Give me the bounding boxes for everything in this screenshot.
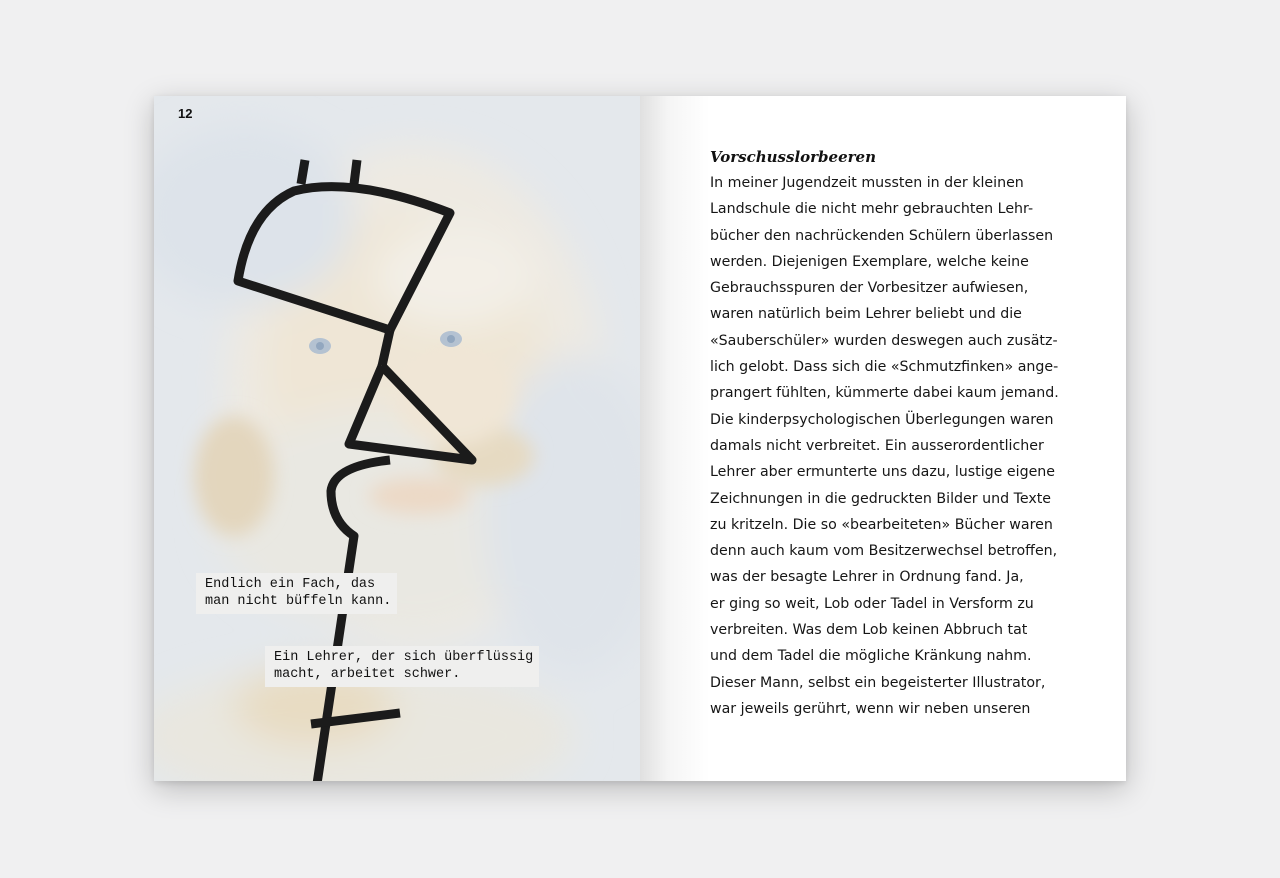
text-line: verbreiten. Was dem Lob keinen Abbruch tat — [710, 622, 1028, 639]
book-spread — [154, 96, 1126, 781]
right-page — [640, 96, 1126, 781]
text-line: damals nicht verbreitet. Ein ausserordentlicher — [710, 437, 1044, 454]
essay-body — [710, 170, 1090, 722]
text-line: «Sauberschüler» wurden deswegen auch zusätz- — [710, 332, 1058, 349]
caption-box — [196, 573, 397, 614]
text-line: Lehrer aber ermunterte uns dazu, lustige eigene — [710, 464, 1056, 481]
page-number: 12 — [178, 106, 193, 121]
text-line: prangert fühlten, kümmerte dabei kaum jemand. — [710, 385, 1059, 402]
caption-line: Endlich ein Fach, das — [205, 577, 376, 592]
text-line: Die kinderpsychologischen Überlegungen waren — [710, 411, 1054, 428]
left-page — [154, 96, 640, 781]
text-line: Dieser Mann, selbst ein begeisterter Illustrator, — [710, 674, 1046, 691]
text-line: waren natürlich beim Lehrer beliebt und die — [710, 306, 1022, 323]
caption-line: macht, arbeitet schwer. — [274, 667, 461, 682]
text-line: er ging so weit, Lob oder Tadel in Versform zu — [710, 595, 1034, 612]
text-line: zu kritzeln. Die so «bearbeiteten» Bücher waren — [710, 516, 1053, 533]
text-line: bücher den nachrückenden Schülern überlassen — [710, 227, 1054, 244]
text-line: war jeweils gerührt, wenn wir neben unseren — [710, 700, 1031, 717]
text-line: Landschule die nicht mehr gebrauchten Lehr- — [710, 201, 1034, 218]
caption-line: Ein Lehrer, der sich überflüssig — [274, 650, 534, 665]
caption-box — [265, 646, 539, 687]
text-line: und dem Tadel die mögliche Kränkung nahm. — [710, 648, 1032, 665]
text-line: Gebrauchsspuren der Vorbesitzer aufwiesen, — [710, 280, 1029, 297]
gutter-shadow — [640, 96, 710, 781]
essay-title: Vorschusslorbeeren — [710, 148, 876, 166]
text-line: lich gelobt. Dass sich die «Schmutzfinken» ange- — [710, 359, 1059, 376]
essay — [710, 146, 1090, 722]
text-line: denn auch kaum vom Besitzerwechsel betroffen, — [710, 543, 1058, 560]
text-line: In meiner Jugendzeit mussten in der kleinen — [710, 175, 1024, 191]
text-line: Zeichnungen in die gedruckten Bilder und Texte — [710, 490, 1052, 507]
text-line: was der besagte Lehrer in Ordnung fand. Ja, — [710, 569, 1024, 586]
caption-line: man nicht büffeln kann. — [205, 594, 392, 609]
text-line: werden. Diejenigen Exemplare, welche keine — [710, 253, 1029, 270]
